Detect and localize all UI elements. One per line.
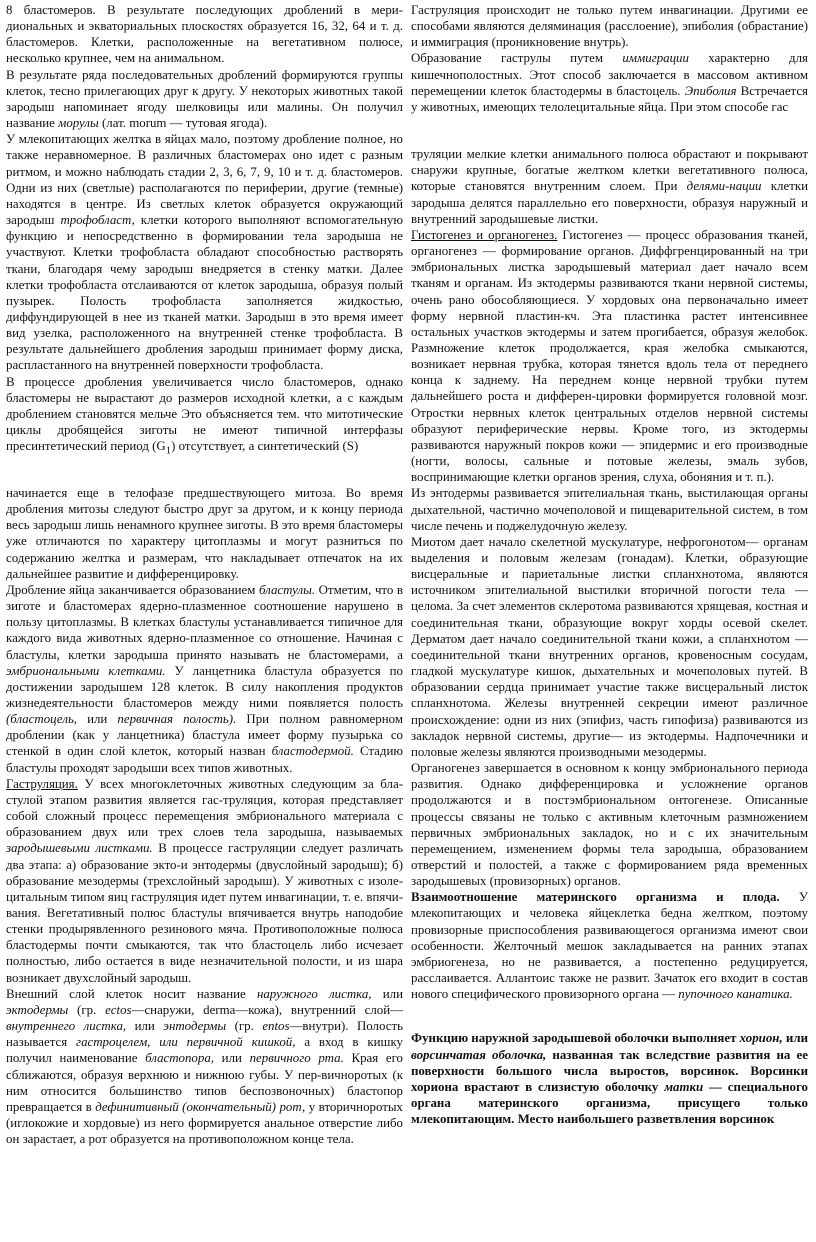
text-run: Стадию бластулы проходят зародыши всех типов животных. (6, 744, 403, 775)
text-run: Из энтодермы развивается эпителиальная ткань, выстилающая органы дыхательной, частично мочеполовой и пищеварительной систем, в том числе печень и поджелудочную железу. (411, 486, 808, 533)
text-run: У всех многоклеточных животных следующим за бластулой этапом развития является гас-труляция, которая представляет собой сложный процесс перемещения эмбрионального материала с образованием двух или трех слоев тела зародыша, называемых (6, 776, 403, 840)
text-run: (гр. (226, 1019, 263, 1034)
column-gap (411, 1002, 808, 1030)
italic-term: Эпиболия (684, 83, 737, 98)
italic-term: entos (262, 1019, 290, 1034)
italic-term: ворсинчатая оболочка, (411, 1047, 547, 1062)
text-run: или (214, 1051, 250, 1066)
paragraph (411, 889, 808, 1002)
italic-term: дефинитивный (окончательный) рот, (95, 1099, 306, 1114)
text-run: Встречается у животных, имеющих телолецитальные яйца. При этом способе гас (411, 83, 808, 114)
paragraph (6, 374, 403, 459)
italic-term: бластулы. (259, 582, 316, 597)
text-run: Миотом дает начало скелетной мускулатуре, нефрогонотом— органам выделения и половым железам (гонадам). Клетки, образующие висцеральные и париетальные листки спланхнотома, являются источником эпителиальной выстилки вторичной погости тела — целома. За счет элементов склеротома развиваются хрящевая, костная и соединительная ткани, образующие вокруг хорды осевой скелет. Дерматом дает начало соединительной ткани кожи, а спланхнотом — соединительной ткани внутренних органов, кровеносным сосудам, гладкой мускулатуре кишок, дыхательных и мочеполовых путей. В образовании сердца принимает участие также висцеральный листок спланхнотома. Железы внутренней секреции имеют различное происхождение: одни из них (эпифиз, часть гипофиза) развиваются из закладок нервной системы, другие— из эктодермы. Надпочечники и половые железы являются производными мезодермы. (411, 534, 808, 759)
text-run: 8 бластомеров. В результате последующих дроблений в меридиональных и экваториальных плоскостях образуется 16, 32, 64 и т. д. бластомеров. Клетки, расположенные на вегетативном полюсе, несколько крупнее, чем на анимальном. (6, 3, 403, 66)
text-run: Гистогенез — процесс образования тканей, органогенез — формирование органов. Диффгренцированный на три эмбриональных листка зародышевый материал дает начало всем тканям и органам. Из эктодермы развиваются ткани нервной системы, очень рано обособляющиеся. У хордовых она первоначально имеет форму нервной пластин-кч. Эта пластинка растет интенсивнее остальных участков эктодермы и затем прогибается, образуя желобок. Размножение клеток продолжается, края желобка смыкаются, возникает нервная трубка, которая тянется вдоль тела от переднего конца к заднему. На переднем конце нервной трубки путем дальнейшего роста и дифферен-цировки формируется головной мозг. Отростки нервных клеток центральных отделов нервной системы образуют периферические нервы. Кроме того, из эктодермы развиваются наружный покров кожи — эпидермис и его производные (ногти, волосы, сальные и потовые железы, эмаль зубов, воспринимающие клетки органов зрения, слуха, обоняния и т. п.). (411, 227, 808, 485)
italic-term: (бластоцель, (6, 712, 78, 727)
text-run: или (371, 986, 403, 1001)
paragraph (411, 534, 808, 760)
text-run: Внешний слой клеток носит название (6, 986, 257, 1001)
paragraph (411, 1030, 808, 1127)
text-run: —снаружи, derma—кожа), внутренний слой— (131, 1002, 403, 1017)
paragraph (411, 227, 808, 486)
paragraph (6, 67, 403, 132)
text-run: Органогенез завершается в основном к концу эмбрионального периода развития. Однако дифференцировка и усложнение органов продолжаются и в постэмбриональном онтогенезе. Описанные процессы связаны не только с активным клеточным размножением первичных эмбриональных закладок, но и с их значительным перемещением, изменением формы тела зародыша, образованием отверстий и полостей, а также с формированием ряда временных зародышевых (провизорных) органов. (411, 761, 808, 889)
paragraph (411, 760, 808, 889)
text-run: (гр. (68, 1002, 106, 1017)
text-run: В процессе гаструляции следует различать два этапа: а) образование экто-и энтодермы (двуслойный зародыш); б) образование мезодермы (трехслойный зародыш). У животных с изоле-цитальным типом яиц гаструляция идет путем инвагинации, т. е. впячи-вания. Вегетативный полюс бластулы впячивается внутрь наподобие стенки продырявленного резинового мяча. Противоположные полюса бластодермы почти смыкаются, так что бластоцель либо исчезает полностью, либо остается в виде незначительной полости, и из шара возникает двухслойный зародыш. (6, 841, 403, 985)
italic-term: эктодермы (6, 1002, 69, 1017)
italic-term: ectos (105, 1002, 132, 1017)
text-run: У млекопитающих и человека яйцеклетка бедна желтком, поэтому провизорные приспособления развивающегося организма имеют свои особенности. Желточный мешок закладывается на ранних этапах эмбриогенеза, но не развивается, а постепенно редуцируется, расслаивается. Аллантоис также не развит. Зачаток его входит в состав нового специфического провизорного органа — (411, 890, 808, 1002)
italic-term: пупочного канатика. (678, 987, 793, 1002)
text-run: или (126, 1019, 164, 1034)
paragraph (411, 146, 808, 227)
paragraph (411, 2, 808, 50)
paragraph (6, 2, 403, 67)
italic-term: эмбриональными клетками. (6, 663, 166, 678)
text-run: у вторичноротых (иглокожие и хордовые) из него формируется анальное отверстие либо он зарастает, а рот образуется на противоположном конце тела. (6, 1099, 403, 1147)
italic-term: бластодермой. (271, 744, 354, 759)
italic-term: энтодермы (163, 1019, 227, 1034)
italic-term: трофобласт, (60, 213, 135, 228)
italic-term: матки (664, 1079, 704, 1094)
italic-term: морулы (58, 116, 99, 131)
paragraph (411, 50, 808, 115)
italic-term: зародышевыми листками. (6, 841, 153, 856)
italic-term: хорион, (739, 1031, 783, 1046)
text-run: 1 (165, 444, 172, 457)
text-run: Функцию наружной зародышевой оболочки выполняет (411, 1031, 740, 1046)
text-run: Образование гаструлы путем (411, 51, 623, 66)
text-run: клетки которого выполняют вспомогательную функцию и непосредственно в формировании тела зародыша не участвуют. Клетки трофобласта обладают способностью растворять ткани, благодаря чему зародыш внедряется в стенку матки. Далее клетки трофобласта отслаиваются от клеток зародыша, образуя полый пузырек. Полость трофобласта заполняется жидкостью, диффундирующей в нее из тканей матки. Зародыш в это время имеет вид узелка, расположенного на внутренней стенке трофобласта. В результате дальнейшего дробления зародыш принимает форму диска, распластанного на внутренней поверхности трофобласта. (6, 213, 403, 373)
column-gap (411, 115, 808, 146)
text-run: начинается еще в телофазе предшествующего митоза. Во время дробления митозы следуют быстро друг за другом, и к концу периода весь зародыш лишь ненамного крупнее зиготы. В это время бластомеры уже отличаются по характеру цитоплазмы и могут разниться по содержанию желтка и размерам, что накладывает отпечаток на их дальнейшее развитие и дифференцировку. (6, 485, 403, 581)
text-run: или (77, 712, 118, 727)
italic-term: первичная полость). (117, 712, 237, 727)
text-run: ) отсутствует, а синтетический (S) (171, 439, 359, 454)
text-run: У млекопитающих желтка в яйцах мало, поэтому дробление полное, но также неравномерное. В различных бластомерах оно идет с разным ритмом, и можно наблюдать стадии 2, 3, 6, 7, 9, 10 и т. д. бластомеров. Одни из них (светлые) располагаются по периферии, другие (темные) находятся в центре. Из светлых клеток образуется окружающий зародыш (6, 132, 403, 228)
bold-heading: Взаимоотношение материнского организма и плода. (411, 890, 780, 905)
text-run: характерно для кишечнополостных. Этот способ заключается в массовом активном перемещении клеток бластодермы в бластоцель. (411, 51, 808, 98)
text-run: При полном равномерном дроблении (как у ланцетника) бластула имеет форму пузырька со стенкой в один слой клеток, который назван (6, 712, 403, 759)
paragraph (6, 986, 403, 1148)
section-heading: Гаструляция. (6, 776, 78, 791)
italic-term: бластопора, (145, 1051, 214, 1066)
right-column (411, 2, 808, 1242)
paragraph (6, 776, 403, 986)
text-run: Дробление яйца заканчивается образованием (6, 582, 259, 597)
paragraph (6, 582, 403, 776)
italic-term: иммиграции (622, 51, 689, 66)
text-run: У ланцетника бластула образуется по достижении зародышем 128 клеток. В силу накопления продуктов жизнедеятельности бластомеров между ними появляется полость (6, 663, 403, 710)
text-run: В результате ряда последовательных дроблений формируются группы клеток, тесно прилегающих друг к другу. У некоторых животных такой зародыш напоминает ягоду шелковицы или малины. Он получил название (6, 67, 403, 131)
paragraph (6, 131, 403, 373)
paragraph (6, 485, 403, 582)
paragraph (411, 485, 808, 533)
text-run: Гаструляция происходит не только путем инвагинации. Другими ее способами являются деляминация (расслоение), эпиболия (обрастание) и иммиграция (проникновение внутрь). (411, 3, 808, 50)
text-run: Края его сближаются, образуя верхнюю и нижнюю губы. У пер-вичноротых (к ним относится большинство типов беспозвоночных) бластопор превращается в (6, 1051, 403, 1114)
text-run: клетки зародыша делятся параллельно его поверхности, образуя наружный и внутренний зародышевые листки. (411, 179, 808, 226)
column-gap (6, 459, 403, 485)
text-run: —внутри). Полость называется (6, 1019, 403, 1050)
italic-term: наружного листка, (256, 986, 372, 1001)
text-run: названная так вследствие развития на ее поверхности большого числа выростов, ворсинок. Ворсинки хориона врастают в слизистую оболочку (411, 1047, 808, 1094)
text-run: — специального органа материнского организма, присущего только млекопитающим. Место наибольшего разветвления ворсинок (411, 1079, 808, 1127)
text-run: или (782, 1031, 808, 1046)
text-run: Отметим, что в зиготе и бластомерах ядерно-плазменное соотношение нарушено в пользу цитоплазмы. В клетках бластулы устанавливается типичное для каждого вида животных ядерно-плазменное со отношение. Начиная с бластулы, клетки зародыша принято называть не бластомерами, а (6, 582, 403, 662)
text-run: а вход в кишку получил наименование (6, 1035, 403, 1066)
italic-term: внутреннего листка, (6, 1019, 127, 1034)
text-run: труляции мелкие клетки анимального полюса обрастают и покрывают снаружи крупные, богатые желтком клетки вегетативного полюса, которые становятся внутренним слоем. При (411, 147, 808, 194)
text-run: (лат. morum — тутовая ягода). (98, 116, 268, 131)
italic-term: гастроцелем, или первичной кишкой, (76, 1035, 296, 1050)
section-heading: Гистогенез и органогенез. (411, 227, 558, 242)
text-run: В процессе дробления увеличивается число бластомеров, однако бластомеры не вырастают до размеров исходной клетки, а с каждым дроблением становятся мельче Это объясняется тем. что митотические циклы дробящейся зиготы не имеют типичной интерфазы пресинтетический период (G (6, 374, 403, 454)
left-column (6, 2, 403, 1242)
italic-term: первичного рта. (249, 1051, 344, 1066)
italic-term: делями-нации (686, 179, 762, 194)
